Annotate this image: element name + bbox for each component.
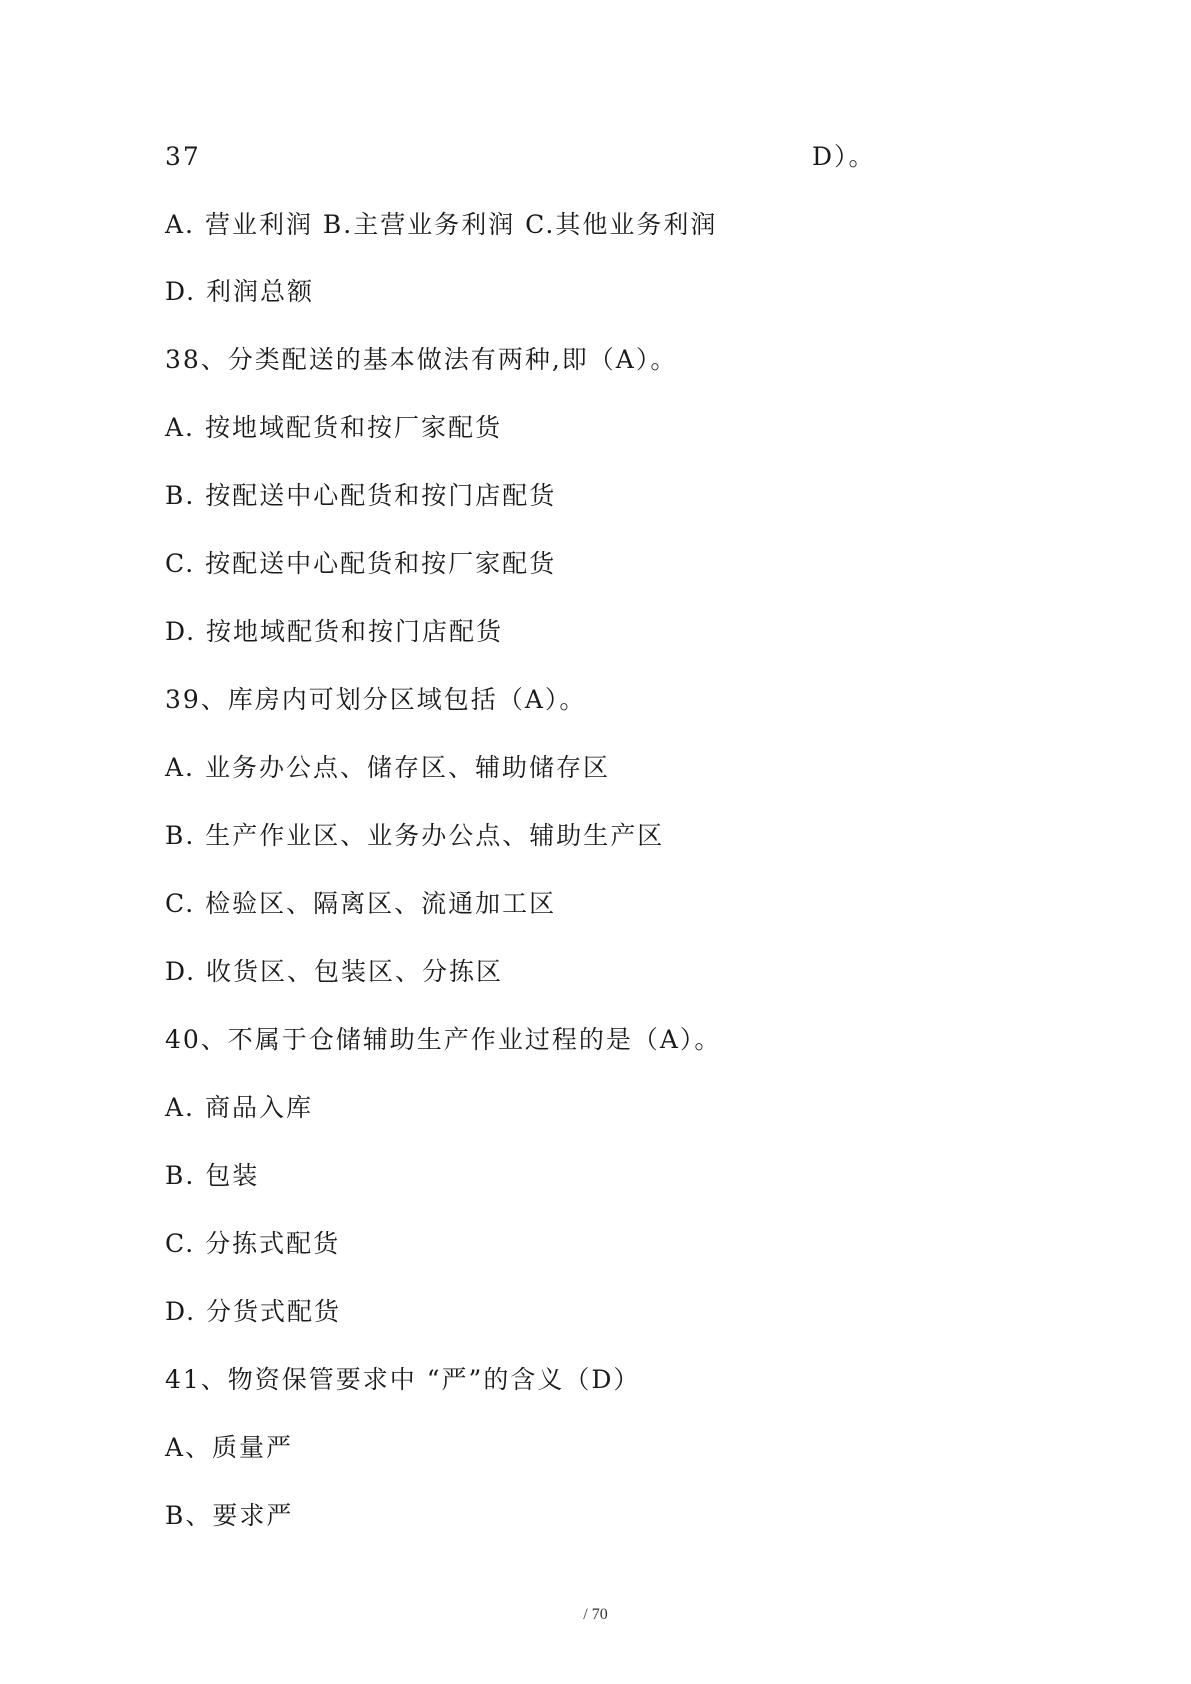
question-38-option-c: C. 按配送中心配货和按厂家配货	[165, 549, 557, 578]
question-40-option-b: B. 包装	[165, 1161, 260, 1190]
question-39-option-a: A. 业务办公点、储存区、辅助储存区	[165, 753, 610, 782]
question-38-option-b: B. 按配送中心配货和按门店配货	[165, 481, 557, 510]
question-41-option-b: B、要求严	[165, 1501, 294, 1530]
question-38-stem: 38、分类配送的基本做法有两种,即（A）。	[165, 345, 678, 374]
question-39-option-d: D. 收货区、包装区、分拣区	[165, 957, 504, 986]
question-37-option-d: D. 利润总额	[165, 277, 315, 306]
question-40-option-a: A. 商品入库	[165, 1093, 313, 1122]
question-37-options-abc: A. 营业利润 B.主营业务利润 C.其他业务利润	[165, 210, 718, 239]
question-39-option-b: B. 生产作业区、业务办公点、辅助生产区	[165, 821, 665, 850]
question-38-option-a: A. 按地域配货和按厂家配货	[165, 413, 502, 442]
question-40-stem: 40、不属于仓储辅助生产作业过程的是（A）。	[165, 1025, 722, 1054]
question-41-option-a: A、质量严	[165, 1433, 294, 1462]
question-41-stem: 41、物资保管要求中 “严”的含义（D）	[165, 1365, 641, 1394]
question-40-option-d: D. 分货式配货	[165, 1297, 342, 1326]
question-40-option-c: C. 分拣式配货	[165, 1229, 341, 1258]
question-39-option-c: C. 检验区、隔离区、流通加工区	[165, 889, 557, 918]
page-number: / 70	[583, 1606, 608, 1623]
question-38-option-d: D. 按地域配货和按门店配货	[165, 617, 504, 646]
question-37-number: 37	[165, 142, 201, 171]
question-37-answer-tail: D）。	[812, 142, 876, 171]
question-39-stem: 39、库房内可划分区域包括（A）。	[165, 685, 587, 714]
